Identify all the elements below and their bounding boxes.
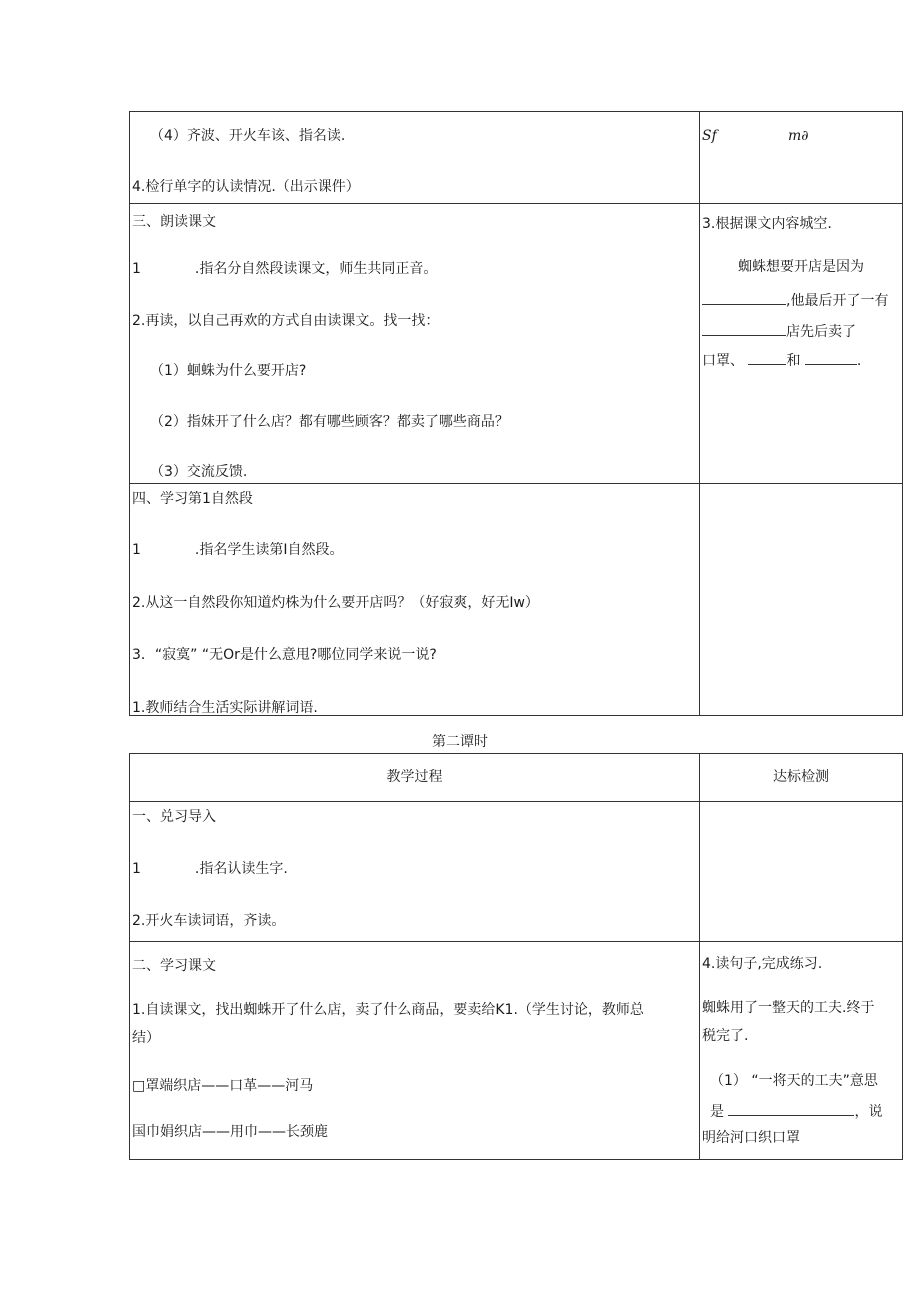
t1-r2-right-l4b: 和 [786,353,801,369]
t2-r1-item2: 2.开火车读词语，齐读。 [132,913,286,929]
t2-r2-item3: 国巾娟织店——用巾——长颈鹿 [132,1124,328,1140]
t1-r3-num1: 1 [132,542,141,558]
t1-r2-item2: 2.再读，以自己再欢的方式自由读课文。找一找： [132,313,440,329]
lesson-table-2 [129,753,903,1160]
t1-r2-right-l1: 蜘蛛想要开店是因为 [738,259,864,275]
lesson-table-1 [129,111,903,716]
t1-r2-title: 三、朗读课文 [132,214,216,230]
t1-r2-right-l2-text: ,他最后开了一有 [786,293,889,309]
t2-r2-right-l3: （1） “一将天的工夫”意思 [710,1073,878,1089]
t1-r2-sub2: （2）指妹开了什么店？都有哪些顾客？都卖了哪些商品？ [150,414,509,430]
t1-r3-item2: 2.从这一自然段你知道灼株为什么要开店吗？（好寂爽，好无Iw） [132,595,539,611]
t2-r2-right-l4b: ，说 [854,1104,883,1120]
t1-r2-right-l3-text: 店先后卖了 [786,324,856,340]
t2-r1-title: 一、兑习导入 [132,809,216,825]
t2-r2-right-l4 [710,1101,882,1121]
t2-r2-right-l4a: 是 [710,1104,724,1120]
t1-r2-item1 [132,260,437,278]
t2-r2-right-title: 4.读句子,完成练习. [702,956,823,972]
t2-r2-title: 二、学习课文 [132,958,216,974]
t1-r2-right-l2 [702,290,888,310]
t1-r2-right-l4c: . [856,353,862,369]
t1-row3-right [700,484,903,716]
t1-r2-num1: 1 [132,261,141,277]
header-assessment: 达标检测 [773,769,829,785]
t2-row2-right [700,942,903,1160]
t2-r2-right-l5: 明给河口织口罩 [702,1130,800,1146]
t1-r3-item4: 1.教师结合生活实际讲解词语. [132,700,318,716]
t1-r2-right-l3 [702,321,856,341]
t1-row2-left [130,204,700,484]
section-title: 第二谭时 [432,734,488,750]
t2-row1-left [130,802,700,942]
t1-r1-line1: （4）齐波、开火车该、指名读. [150,128,346,144]
t1-r2-right-l4 [702,350,861,370]
t2-r2-right-l1: 蜘蛛用了一整天的工夫.终于 [702,1000,875,1016]
t2-r1-num1: 1 [132,861,141,877]
t1-r1-right-a: Sf [702,128,717,144]
t1-r3-item1-text: .指名学生读第I自然段。 [194,542,344,558]
t1-row2-right [700,204,903,484]
t2-r2-right-l2: 税完了. [702,1028,749,1044]
t1-r3-item3: 3．“寂寞” “无Or是什么意甩?哪位同学来说一说? [132,647,437,663]
t2-row2-left [130,942,700,1160]
t2-r2-item1b: 结） [132,1030,160,1046]
t1-row3-left [130,484,700,716]
t1-r2-sub1: （1）蛔蛛为什么要开店? [150,363,307,379]
t1-r2-right-l4a: 口罩、 [702,353,744,369]
t1-r3-title: 四、学习第1自然段 [132,491,253,507]
t1-r2-item1-text: .指名分自然段读课文，师生共同正音。 [194,261,438,277]
t2-r2-item2: □罩端织店——口革——河马 [132,1078,314,1094]
t1-r1-right-b: m∂ [788,128,809,144]
t2-header-right [700,754,903,802]
t1-r2-sub3: （3）交流反馈. [150,464,248,480]
t2-header-left [130,754,700,802]
t2-r1-item1 [132,860,288,878]
t1-row1-left [130,112,700,204]
t1-row1-right [700,112,903,204]
header-teaching-process: 教学过程 [386,769,443,785]
t1-r3-item1 [132,541,344,559]
t2-r2-item1a: 1.自读课文，找出蜘蛛开了什么店，卖了什么商品，要卖给K1.（学生讨论，教师总 [132,1002,644,1018]
t2-row1-right [700,802,903,942]
t1-r1-line2: 4.检行单字的认读情况.（出示课件） [132,179,360,195]
t1-r2-right-title: 3.根据课文内容城空. [702,216,832,232]
t2-r1-item1-text: .指名认读生字. [194,861,288,877]
